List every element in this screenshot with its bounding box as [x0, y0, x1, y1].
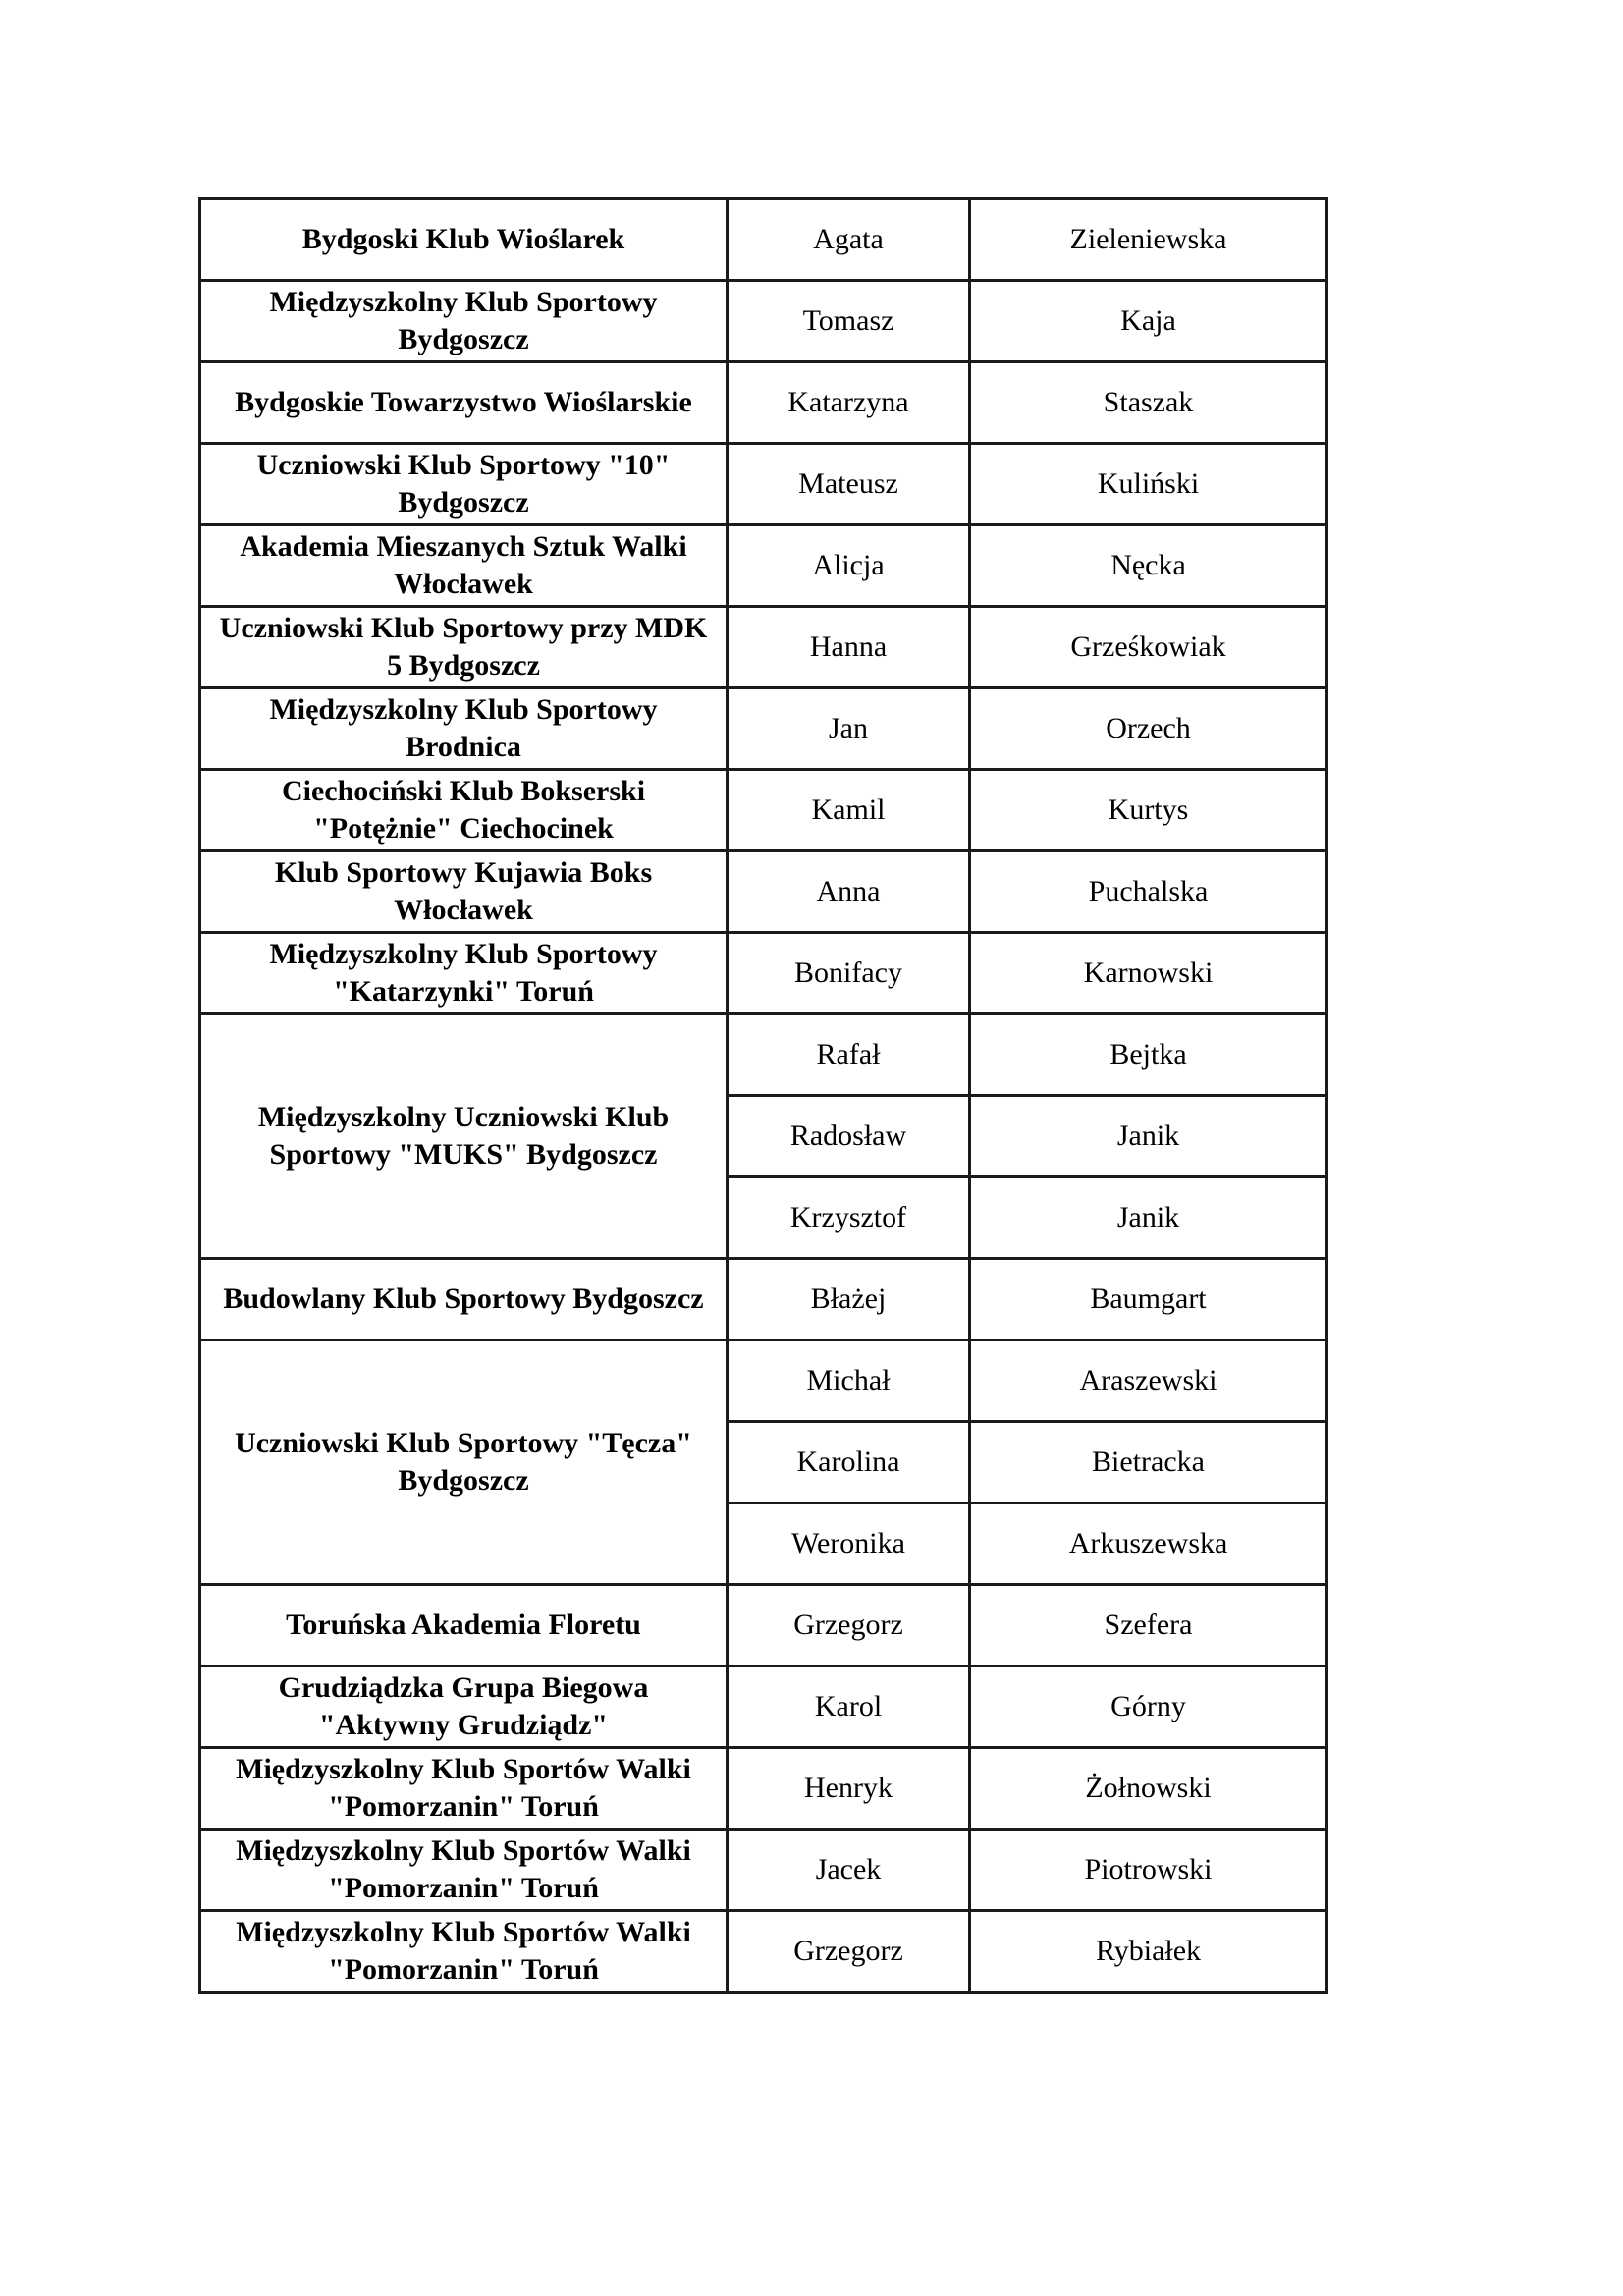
first-name-cell: Karolina: [728, 1422, 970, 1503]
table-row: [200, 933, 1327, 1014]
last-name-cell: Nęcka: [970, 525, 1327, 607]
last-name-cell: Puchalska: [970, 851, 1327, 933]
first-name-cell: Kamil: [728, 770, 970, 851]
table-row: [200, 851, 1327, 933]
last-name-cell: Kurtys: [970, 770, 1327, 851]
first-name-cell: Henryk: [728, 1748, 970, 1830]
first-name-cell: Błażej: [728, 1259, 970, 1340]
last-name-cell: Kaja: [970, 281, 1327, 362]
table-row: [200, 281, 1327, 362]
club-name-cell: Międzyszkolny Uczniowski Klub Sportowy "MUKS" Bydgoszcz: [200, 1014, 728, 1259]
club-name-cell: Klub Sportowy Kujawia Boks Włocławek: [200, 851, 728, 933]
table-row: [200, 1014, 1327, 1096]
first-name-cell: Katarzyna: [728, 362, 970, 444]
club-name-cell: Bydgoski Klub Wioślarek: [200, 199, 728, 281]
table-row: [200, 1340, 1327, 1422]
first-name-cell: Jacek: [728, 1830, 970, 1911]
first-name-cell: Anna: [728, 851, 970, 933]
last-name-cell: Bietracka: [970, 1422, 1327, 1503]
club-name-cell: Uczniowski Klub Sportowy przy MDK 5 Bydgoszcz: [200, 607, 728, 688]
table-row: [200, 1667, 1327, 1748]
last-name-cell: Arkuszewska: [970, 1503, 1327, 1585]
first-name-cell: Agata: [728, 199, 970, 281]
table-row: [200, 770, 1327, 851]
table-row: [200, 1259, 1327, 1340]
club-name-cell: Międzyszkolny Klub Sportowy "Katarzynki" Toruń: [200, 933, 728, 1014]
first-name-cell: Weronika: [728, 1503, 970, 1585]
first-name-cell: Radosław: [728, 1096, 970, 1177]
last-name-cell: Orzech: [970, 688, 1327, 770]
club-name-cell: Ciechociński Klub Bokserski "Potężnie" Ciechocinek: [200, 770, 728, 851]
last-name-cell: Piotrowski: [970, 1830, 1327, 1911]
last-name-cell: Szefera: [970, 1585, 1327, 1667]
table-row: [200, 199, 1327, 281]
last-name-cell: Bejtka: [970, 1014, 1327, 1096]
last-name-cell: Janik: [970, 1177, 1327, 1259]
first-name-cell: Grzegorz: [728, 1911, 970, 1993]
last-name-cell: Kuliński: [970, 444, 1327, 525]
club-name-cell: Międzyszkolny Klub Sportów Walki "Pomorzanin" Toruń: [200, 1830, 728, 1911]
club-name-cell: Uczniowski Klub Sportowy "10" Bydgoszcz: [200, 444, 728, 525]
participants-table-body: [200, 199, 1327, 1993]
last-name-cell: Araszewski: [970, 1340, 1327, 1422]
club-name-cell: Budowlany Klub Sportowy Bydgoszcz: [200, 1259, 728, 1340]
last-name-cell: Górny: [970, 1667, 1327, 1748]
participants-table: [198, 197, 1328, 1994]
last-name-cell: Staszak: [970, 362, 1327, 444]
table-row: [200, 444, 1327, 525]
first-name-cell: Krzysztof: [728, 1177, 970, 1259]
first-name-cell: Jan: [728, 688, 970, 770]
last-name-cell: Janik: [970, 1096, 1327, 1177]
first-name-cell: Karol: [728, 1667, 970, 1748]
first-name-cell: Hanna: [728, 607, 970, 688]
first-name-cell: Rafał: [728, 1014, 970, 1096]
last-name-cell: Zieleniewska: [970, 199, 1327, 281]
last-name-cell: Rybiałek: [970, 1911, 1327, 1993]
club-name-cell: Uczniowski Klub Sportowy "Tęcza" Bydgoszcz: [200, 1340, 728, 1585]
club-name-cell: Grudziądzka Grupa Biegowa "Aktywny Grudziądz": [200, 1667, 728, 1748]
club-name-cell: Międzyszkolny Klub Sportów Walki "Pomorzanin" Toruń: [200, 1911, 728, 1993]
table-row: [200, 1830, 1327, 1911]
last-name-cell: Karnowski: [970, 933, 1327, 1014]
club-name-cell: Bydgoskie Towarzystwo Wioślarskie: [200, 362, 728, 444]
table-row: [200, 607, 1327, 688]
club-name-cell: Międzyszkolny Klub Sportowy Bydgoszcz: [200, 281, 728, 362]
first-name-cell: Alicja: [728, 525, 970, 607]
table-row: [200, 525, 1327, 607]
first-name-cell: Michał: [728, 1340, 970, 1422]
first-name-cell: Tomasz: [728, 281, 970, 362]
table-row: [200, 688, 1327, 770]
club-name-cell: Toruńska Akademia Floretu: [200, 1585, 728, 1667]
table-row: [200, 1748, 1327, 1830]
first-name-cell: Bonifacy: [728, 933, 970, 1014]
last-name-cell: Grześkowiak: [970, 607, 1327, 688]
club-name-cell: Międzyszkolny Klub Sportów Walki "Pomorzanin" Toruń: [200, 1748, 728, 1830]
first-name-cell: Grzegorz: [728, 1585, 970, 1667]
last-name-cell: Baumgart: [970, 1259, 1327, 1340]
table-row: [200, 1585, 1327, 1667]
club-name-cell: Międzyszkolny Klub Sportowy Brodnica: [200, 688, 728, 770]
last-name-cell: Żołnowski: [970, 1748, 1327, 1830]
first-name-cell: Mateusz: [728, 444, 970, 525]
table-row: [200, 362, 1327, 444]
table-row: [200, 1911, 1327, 1993]
club-name-cell: Akademia Mieszanych Sztuk Walki Włocławek: [200, 525, 728, 607]
